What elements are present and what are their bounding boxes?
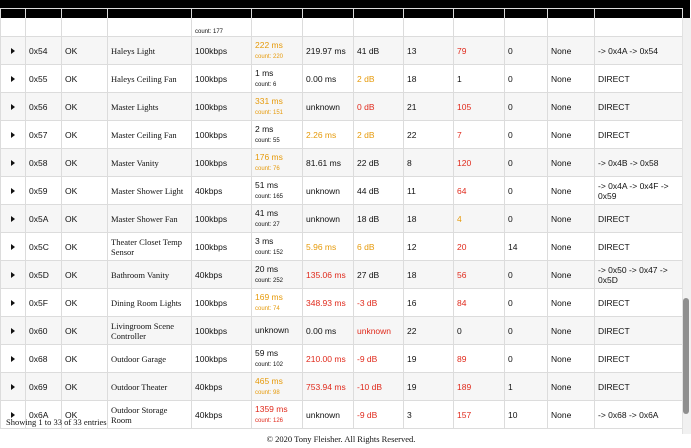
node-name: Master Ceiling Fan [108, 121, 192, 149]
retry-count: 0 [505, 37, 548, 65]
table-row[interactable] [1, 65, 683, 93]
latency-cell [252, 401, 303, 429]
hop-count: 22 [404, 121, 454, 149]
expand-row-button[interactable] [1, 205, 26, 233]
hop-count: 22 [404, 317, 454, 345]
route-value: -> 0x4B -> 0x58 [595, 149, 683, 177]
latency-count: count: 6 [255, 81, 277, 88]
caret-right-icon [11, 160, 15, 166]
caret-right-icon [11, 104, 15, 110]
node-status: OK [62, 289, 108, 317]
error-count: 120 [454, 149, 505, 177]
route-value: DIRECT [595, 65, 683, 93]
node-speed: 100kbps [192, 289, 252, 317]
error-count: 105 [454, 93, 505, 121]
latency-count: count: 76 [255, 165, 280, 172]
node-status: OK [62, 149, 108, 177]
node-id: 0x58 [26, 149, 62, 177]
error-count: 7 [454, 121, 505, 149]
error-count: 56 [454, 261, 505, 289]
node-status: OK [62, 93, 108, 121]
retry-count: 0 [505, 289, 548, 317]
node-speed: 100kbps [192, 121, 252, 149]
caret-right-icon [11, 272, 15, 278]
latency-value: 3 ms [255, 235, 274, 246]
hop-count: 18 [404, 261, 454, 289]
latency-value: 1 ms [255, 67, 274, 78]
node-name: Master Shower Fan [108, 205, 192, 233]
hop-count: 18 [404, 65, 454, 93]
node-id: 0x68 [26, 345, 62, 373]
table-row[interactable] [1, 373, 683, 401]
node-status: OK [62, 401, 108, 429]
latency-count: count: 152 [255, 249, 284, 256]
latency-value: 41 ms [255, 207, 279, 218]
caret-right-icon [11, 132, 15, 138]
error-count: 84 [454, 289, 505, 317]
rssi-value: -3 dB [354, 289, 404, 317]
security-value: None [548, 93, 595, 121]
security-value: None [548, 177, 595, 205]
hop-count: 16 [404, 289, 454, 317]
route-value: DIRECT [595, 317, 683, 345]
expand-row-button[interactable] [1, 233, 26, 261]
node-speed: 40kbps [192, 177, 252, 205]
route-value: DIRECT [595, 121, 683, 149]
route-value: DIRECT [595, 93, 683, 121]
latency-cell [252, 317, 303, 345]
caret-right-icon [11, 300, 15, 306]
expand-row-button[interactable] [1, 261, 26, 289]
copyright-text: © 2020 Tony Fleisher. All Rights Reserved. [266, 434, 416, 444]
latency-cell [252, 233, 303, 261]
node-speed: 100kbps [192, 205, 252, 233]
retry-count: 0 [505, 93, 548, 121]
latency-count: count: 177 [195, 29, 224, 35]
table-row[interactable] [1, 261, 683, 289]
node-id: 0x57 [26, 121, 62, 149]
retry-count: 0 [505, 345, 548, 373]
latency-count: count: 126 [255, 417, 284, 424]
node-id: 0x5C [26, 233, 62, 261]
node-name: Master Vanity [108, 149, 192, 177]
latency-cell [252, 261, 303, 289]
security-value: None [548, 149, 595, 177]
node-speed: 100kbps [192, 93, 252, 121]
error-count: 0 [454, 317, 505, 345]
security-value: None [548, 121, 595, 149]
route-value: -> 0x4A -> 0x4F -> 0x59 [595, 177, 683, 205]
average-latency: 2.26 ms [303, 121, 354, 149]
latency-value: 465 ms [255, 375, 283, 386]
security-value: None [548, 373, 595, 401]
node-speed: 40kbps [192, 261, 252, 289]
node-id: 0x55 [26, 65, 62, 93]
latency-count: count: 98 [255, 389, 280, 396]
node-name: Master Shower Light [108, 177, 192, 205]
caret-right-icon [11, 48, 15, 54]
hop-count: 3 [404, 401, 454, 429]
node-name: Bathroom Vanity [108, 261, 192, 289]
average-latency: 5.96 ms [303, 233, 354, 261]
average-latency: 219.97 ms [303, 37, 354, 65]
latency-cell [252, 205, 303, 233]
table-row[interactable] [1, 317, 683, 345]
error-count: 79 [454, 37, 505, 65]
latency-value: 20 ms [255, 263, 279, 274]
retry-count: 0 [505, 205, 548, 233]
caret-right-icon [11, 384, 15, 390]
average-latency: 210.00 ms [303, 345, 354, 373]
expand-row-button[interactable] [1, 121, 26, 149]
latency-count: count: 102 [255, 361, 284, 368]
rssi-value: 2 dB [354, 65, 404, 93]
expand-row-button[interactable] [1, 345, 26, 373]
latency-cell [252, 345, 303, 373]
node-id: 0x5F [26, 289, 62, 317]
caret-right-icon [11, 356, 15, 362]
retry-count: 1 [505, 373, 548, 401]
latency-cell [252, 373, 303, 401]
route-value: DIRECT [595, 345, 683, 373]
table-row[interactable] [1, 205, 683, 233]
latency-count: count: 74 [255, 305, 280, 312]
expand-row-button[interactable] [1, 317, 26, 345]
latency-count: count: 220 [255, 53, 284, 60]
node-status: OK [62, 121, 108, 149]
latency-cell [252, 177, 303, 205]
security-value: None [548, 233, 595, 261]
latency-value: 51 ms [255, 179, 279, 190]
node-status: OK [62, 233, 108, 261]
node-status: OK [62, 37, 108, 65]
rssi-value: 41 dB [354, 37, 404, 65]
error-count: 189 [454, 373, 505, 401]
retry-count: 0 [505, 65, 548, 93]
error-count: 4 [454, 205, 505, 233]
latency-value: 59 ms [255, 347, 279, 358]
node-name: Livingroom Scene Controller [108, 317, 192, 345]
latency-count: count: 151 [255, 109, 284, 116]
zwave-nodes-table [0, 8, 683, 429]
security-value: None [548, 37, 595, 65]
latency-cell [252, 289, 303, 317]
node-status: OK [62, 205, 108, 233]
latency-value: 222 ms [255, 39, 283, 50]
node-id: 0x5D [26, 261, 62, 289]
latency-cell [252, 65, 303, 93]
hop-count: 19 [404, 345, 454, 373]
error-count: 64 [454, 177, 505, 205]
error-count: 20 [454, 233, 505, 261]
rssi-value: unknown [354, 317, 404, 345]
route-value: DIRECT [595, 289, 683, 317]
node-id: 0x56 [26, 93, 62, 121]
rssi-value: 27 dB [354, 261, 404, 289]
route-value: DIRECT [595, 373, 683, 401]
rssi-value: 2 dB [354, 121, 404, 149]
hop-count: 21 [404, 93, 454, 121]
node-id: 0x59 [26, 177, 62, 205]
node-status: OK [62, 317, 108, 345]
table-row[interactable] [1, 121, 683, 149]
security-value: None [548, 65, 595, 93]
security-value: None [548, 261, 595, 289]
scrollbar-thumb[interactable] [683, 298, 689, 414]
retry-count: 0 [505, 261, 548, 289]
rssi-value: -10 dB [354, 373, 404, 401]
hop-count: 13 [404, 37, 454, 65]
error-count: 1 [454, 65, 505, 93]
route-value: -> 0x4A -> 0x54 [595, 37, 683, 65]
security-value: None [548, 289, 595, 317]
latency-count: count: 252 [255, 277, 284, 284]
node-status: OK [62, 373, 108, 401]
node-name: Master Lights [108, 93, 192, 121]
security-value: None [548, 205, 595, 233]
table-row[interactable] [1, 233, 683, 261]
hop-count: 8 [404, 149, 454, 177]
expand-row-button[interactable] [1, 177, 26, 205]
latency-value: 169 ms [255, 291, 283, 302]
node-speed: 100kbps [192, 233, 252, 261]
security-value: None [548, 317, 595, 345]
node-status: OK [62, 261, 108, 289]
table-row-partial [1, 9, 683, 37]
route-value: DIRECT [595, 205, 683, 233]
rssi-value: 44 dB [354, 177, 404, 205]
table-row[interactable] [1, 37, 683, 65]
node-status: OK [62, 345, 108, 373]
expand-row-button[interactable] [1, 373, 26, 401]
node-id: 0x5A [26, 205, 62, 233]
latency-value: 2 ms [255, 123, 274, 134]
node-status: OK [62, 65, 108, 93]
latency-count: count: 165 [255, 193, 284, 200]
node-id: 0x6A [26, 401, 62, 429]
caret-right-icon [11, 76, 15, 82]
average-latency: 0.00 ms [303, 65, 354, 93]
node-name: Haleys Ceiling Fan [108, 65, 192, 93]
table-row[interactable] [1, 93, 683, 121]
latency-cell [252, 121, 303, 149]
rssi-value: 18 dB [354, 205, 404, 233]
retry-count: 0 [505, 317, 548, 345]
latency-cell [252, 93, 303, 121]
rssi-value: -9 dB [354, 401, 404, 429]
average-latency: 753.94 ms [303, 373, 354, 401]
node-name: Dining Room Lights [108, 289, 192, 317]
node-speed: 100kbps [192, 37, 252, 65]
node-speed: 100kbps [192, 65, 252, 93]
node-speed: 40kbps [192, 401, 252, 429]
latency-value: 1359 ms [255, 403, 288, 414]
route-value: -> 0x50 -> 0x47 -> 0x5D [595, 261, 683, 289]
rssi-value: -9 dB [354, 345, 404, 373]
latency-cell [252, 37, 303, 65]
security-value: None [548, 345, 595, 373]
average-latency: unknown [303, 205, 354, 233]
caret-right-icon [11, 244, 15, 250]
table-row[interactable] [1, 345, 683, 373]
table-row[interactable] [1, 149, 683, 177]
rssi-value: 0 dB [354, 93, 404, 121]
node-name: Outdoor Storage Room [108, 401, 192, 429]
node-speed: 100kbps [192, 149, 252, 177]
error-count: 157 [454, 401, 505, 429]
rssi-value: 6 dB [354, 233, 404, 261]
retry-count: 0 [505, 149, 548, 177]
rssi-value: 22 dB [354, 149, 404, 177]
node-name: Outdoor Theater [108, 373, 192, 401]
table-row[interactable] [1, 289, 683, 317]
table-info: Showing 1 to 33 of 33 entries [6, 417, 107, 427]
node-speed: 40kbps [192, 373, 252, 401]
retry-count: 0 [505, 177, 548, 205]
retry-count: 14 [505, 233, 548, 261]
expand-row-button[interactable] [1, 149, 26, 177]
expand-row-button[interactable] [1, 37, 26, 65]
hop-count: 11 [404, 177, 454, 205]
expand-row-button[interactable] [1, 93, 26, 121]
latency-value: unknown [255, 325, 290, 335]
latency-value: 176 ms [255, 151, 283, 162]
caret-right-icon [11, 216, 15, 222]
route-value: -> 0x68 -> 0x6A [595, 401, 683, 429]
caret-right-icon [11, 188, 15, 194]
retry-count: 0 [505, 121, 548, 149]
latency-cell [252, 149, 303, 177]
expand-row-button[interactable] [1, 65, 26, 93]
node-speed: 100kbps [192, 345, 252, 373]
average-latency: unknown [303, 93, 354, 121]
latency-value: 331 ms [255, 95, 283, 106]
expand-row-button[interactable] [1, 289, 26, 317]
hop-count: 12 [404, 233, 454, 261]
average-latency: 0.00 ms [303, 317, 354, 345]
latency-count: count: 55 [255, 137, 280, 144]
node-name: Theater Closet Temp Sensor [108, 233, 192, 261]
average-latency: unknown [303, 177, 354, 205]
hop-count: 18 [404, 205, 454, 233]
node-id: 0x69 [26, 373, 62, 401]
error-count: 89 [454, 345, 505, 373]
node-name: Haleys Light [108, 37, 192, 65]
average-latency: 81.61 ms [303, 149, 354, 177]
average-latency: 348.93 ms [303, 289, 354, 317]
node-name: Outdoor Garage [108, 345, 192, 373]
hop-count: 19 [404, 373, 454, 401]
caret-right-icon [11, 328, 15, 334]
node-status: OK [62, 177, 108, 205]
node-speed: 100kbps [192, 317, 252, 345]
table-row[interactable] [1, 177, 683, 205]
security-value: None [548, 401, 595, 429]
retry-count: 10 [505, 401, 548, 429]
route-value: DIRECT [595, 233, 683, 261]
average-latency: 135.06 ms [303, 261, 354, 289]
latency-count: count: 27 [255, 221, 280, 228]
node-id: 0x54 [26, 37, 62, 65]
node-id: 0x60 [26, 317, 62, 345]
average-latency: unknown [303, 401, 354, 429]
